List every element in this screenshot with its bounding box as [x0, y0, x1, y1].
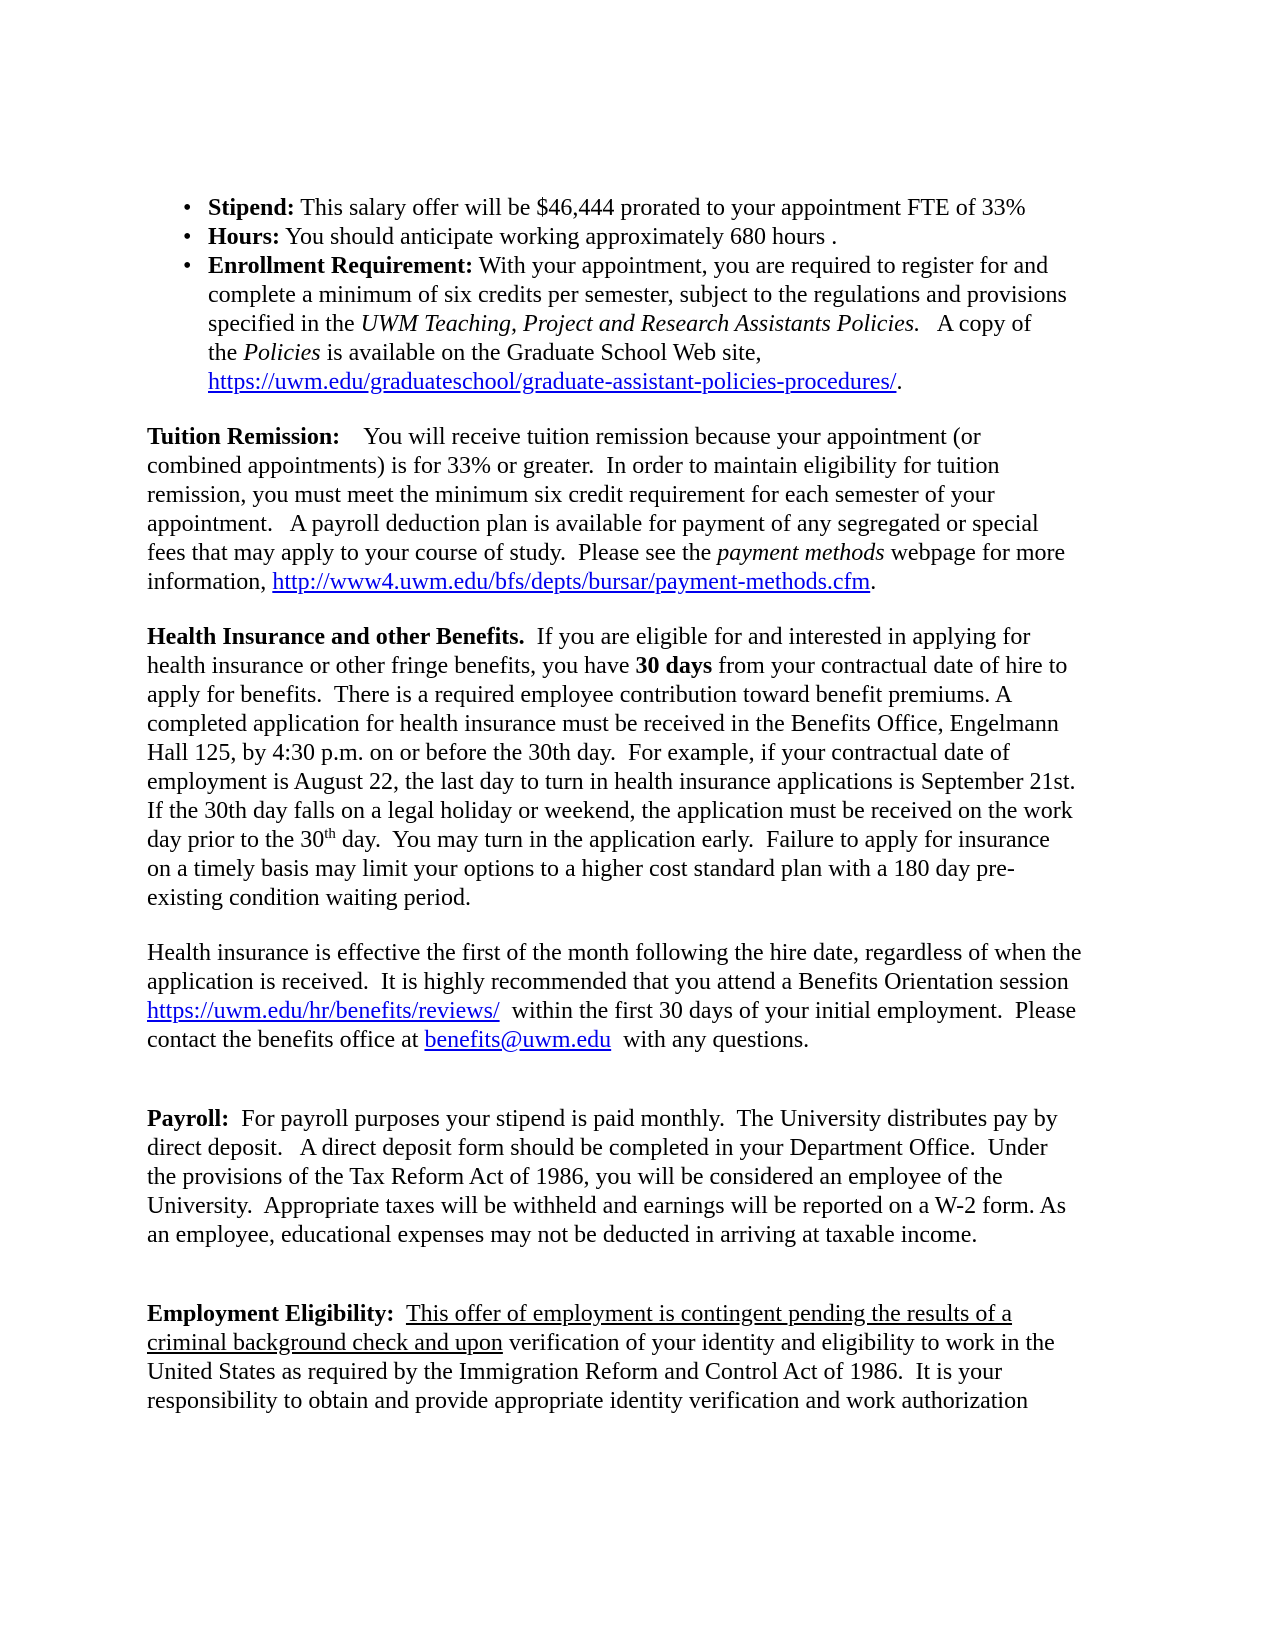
- text-segment: specified in the: [208, 311, 361, 337]
- text-segment: verification of your identity and eligibility to work in the: [502, 1330, 1055, 1356]
- text-line: [147, 1300, 1177, 1329]
- text-segment: remission, you must meet the minimum six credit requirement for each semester of your: [147, 482, 995, 508]
- text-line: [147, 281, 1177, 310]
- text-segment: apply for benefits. There is a required employee contribution toward benefit premiums. A: [147, 682, 1013, 708]
- text-segment: .: [896, 369, 903, 395]
- bullet-icon: •: [183, 195, 192, 221]
- text-segment: If you are eligible for and interested in applying for: [524, 624, 1031, 650]
- text-segment: information,: [147, 569, 273, 595]
- text-line: [147, 310, 1177, 339]
- text-line: [147, 968, 1177, 997]
- text-segment: existing condition waiting period.: [147, 885, 471, 911]
- text-segment: This offer of employment is contingent pending the results of a: [405, 1301, 1013, 1327]
- text-segment: the provisions of the Tax Reform Act of 1986, you will be considered an employee of the: [147, 1164, 1003, 1190]
- text-segment: You will receive tuition remission because your appointment (or: [340, 424, 981, 450]
- text-line: [147, 568, 1177, 597]
- text-line: [147, 481, 1177, 510]
- text-segment: Policies: [243, 340, 321, 366]
- text-segment: within the first 30 days of your initial employment. Please: [499, 998, 1077, 1024]
- text-line: [147, 939, 1177, 968]
- text-segment: employment is August 22, the last day to turn in health insurance applications is September 21st.: [147, 769, 1076, 795]
- text-segment: Hall 125, by 4:30 p.m. on or before the 30th day. For example, if your contractual date of: [147, 740, 1010, 766]
- text-segment: A copy of: [920, 311, 1032, 337]
- text-segment: appointment. A payroll deduction plan is available for payment of any segregated or special: [147, 511, 1039, 537]
- text-line: [147, 452, 1177, 481]
- text-line: [147, 1192, 1177, 1221]
- text-segment: contact the benefits office at: [147, 1027, 425, 1053]
- text-segment: 30 days: [635, 653, 713, 679]
- text-segment: You should anticipate working approximately 680 hours .: [280, 224, 838, 250]
- text-line: [147, 855, 1177, 884]
- text-segment: UWM Teaching, Project and Research Assistants Policies.: [360, 311, 921, 337]
- text-segment: is available on the Graduate School Web site,: [320, 340, 762, 366]
- text-segment: health insurance or other fringe benefits, you have: [147, 653, 636, 679]
- hyperlink[interactable]: http://www4.uwm.edu/bfs/depts/bursar/payment-methods.cfm: [272, 569, 871, 595]
- text-line: [147, 1329, 1177, 1358]
- paragraph-health-insurance-benefits: [147, 623, 1177, 913]
- text-segment: Health insurance is effective the first of the month following the hire date, regardless of when the: [147, 940, 1082, 966]
- text-segment: with any questions.: [611, 1027, 810, 1053]
- text-line: [147, 739, 1177, 768]
- text-line: [147, 423, 1177, 452]
- text-line: [147, 884, 1177, 913]
- bullet-item: [147, 252, 1177, 397]
- bullet-item: [147, 223, 1177, 252]
- text-segment: an employee, educational expenses may not be deducted in arriving at taxable income.: [147, 1222, 978, 1248]
- bullet-icon: •: [183, 253, 192, 279]
- text-segment: Tuition Remission:: [147, 424, 341, 450]
- text-segment: combined appointments) is for 33% or greater. In order to maintain eligibility for tuition: [147, 453, 1000, 479]
- text-line: [147, 623, 1177, 652]
- text-segment: responsibility to obtain and provide appropriate identity verification and work authorization: [147, 1388, 1029, 1414]
- text-segment: payment methods: [717, 540, 885, 566]
- text-line: [147, 681, 1177, 710]
- text-segment: day. You may turn in the application early. Failure to apply for insurance: [335, 827, 1050, 853]
- bullet-item: [147, 194, 1177, 223]
- text-segment: Employment Eligibility:: [147, 1301, 395, 1327]
- text-segment: For payroll purposes your stipend is paid monthly. The University distributes pay by: [229, 1106, 1058, 1132]
- text-segment: th: [324, 826, 336, 842]
- hyperlink[interactable]: https://uwm.edu/graduateschool/graduate-assistant-policies-procedures/: [208, 369, 897, 395]
- text-line: [147, 223, 1177, 252]
- text-segment: complete a minimum of six credits per semester, subject to the regulations and provisions: [208, 282, 1067, 308]
- text-line: [147, 252, 1177, 281]
- text-line: [147, 826, 1177, 855]
- text-line: [147, 510, 1177, 539]
- text-line: [147, 768, 1177, 797]
- text-segment: Health Insurance and other Benefits.: [147, 624, 525, 650]
- text-segment: Payroll:: [147, 1106, 230, 1132]
- text-segment: Hours:: [208, 224, 280, 250]
- text-line: [147, 1105, 1177, 1134]
- text-segment: day prior to the 30: [147, 827, 325, 853]
- text-line: [147, 652, 1177, 681]
- text-segment: fees that may apply to your course of study. Please see the: [147, 540, 718, 566]
- bullet-icon: •: [183, 224, 192, 250]
- text-line: [147, 1134, 1177, 1163]
- bullet-list-appointment-terms-list: [147, 194, 1177, 397]
- text-segment: University. Appropriate taxes will be withheld and earnings will be reported on a W-2 form. As: [147, 1193, 1067, 1219]
- text-line: [147, 1387, 1177, 1416]
- text-line: [147, 1163, 1177, 1192]
- text-segment: If the 30th day falls on a legal holiday or weekend, the application must be received on the work: [147, 798, 1073, 824]
- text-segment: application is received. It is highly recommended that you attend a Benefits Orientation session: [147, 969, 1069, 995]
- text-segment: With your appointment, you are required to register for and: [473, 253, 1049, 279]
- text-segment: This salary offer will be $46,444 prorated to your appointment FTE of 33%: [294, 195, 1026, 221]
- text-segment: United States as required by the Immigration Reform and Control Act of 1986. It is your: [147, 1359, 1003, 1385]
- text-segment: .: [870, 569, 877, 595]
- paragraph-health-insurance-effective: [147, 939, 1177, 1055]
- text-segment: Stipend:: [208, 195, 295, 221]
- text-line: [147, 997, 1177, 1026]
- text-line: [147, 539, 1177, 568]
- text-segment: criminal background check and upon: [147, 1330, 503, 1356]
- text-segment: [394, 1301, 406, 1327]
- text-line: [147, 339, 1177, 368]
- page-content: [147, 194, 1177, 1416]
- paragraph-employment-eligibility: [147, 1300, 1177, 1416]
- text-segment: on a timely basis may limit your options to a higher cost standard plan with a 180 day pre-: [147, 856, 1015, 882]
- paragraph-payroll: [147, 1105, 1177, 1250]
- paragraph-tuition-remission: [147, 423, 1177, 597]
- text-segment: direct deposit. A direct deposit form should be completed in your Department Office. Under: [147, 1135, 1048, 1161]
- text-line: [147, 1026, 1177, 1055]
- text-segment: Enrollment Requirement:: [208, 253, 474, 279]
- text-line: [147, 368, 1177, 397]
- text-line: [147, 194, 1177, 223]
- text-line: [147, 710, 1177, 739]
- text-segment: the: [208, 340, 244, 366]
- hyperlink[interactable]: https://uwm.edu/hr/benefits/reviews/: [147, 998, 500, 1024]
- hyperlink[interactable]: benefits@uwm.edu: [424, 1027, 612, 1053]
- text-line: [147, 1221, 1177, 1250]
- text-line: [147, 1358, 1177, 1387]
- text-line: [147, 797, 1177, 826]
- text-segment: webpage for more: [884, 540, 1066, 566]
- text-segment: from your contractual date of hire to: [712, 653, 1068, 679]
- text-segment: completed application for health insurance must be received in the Benefits Office, Engelmann: [147, 711, 1059, 737]
